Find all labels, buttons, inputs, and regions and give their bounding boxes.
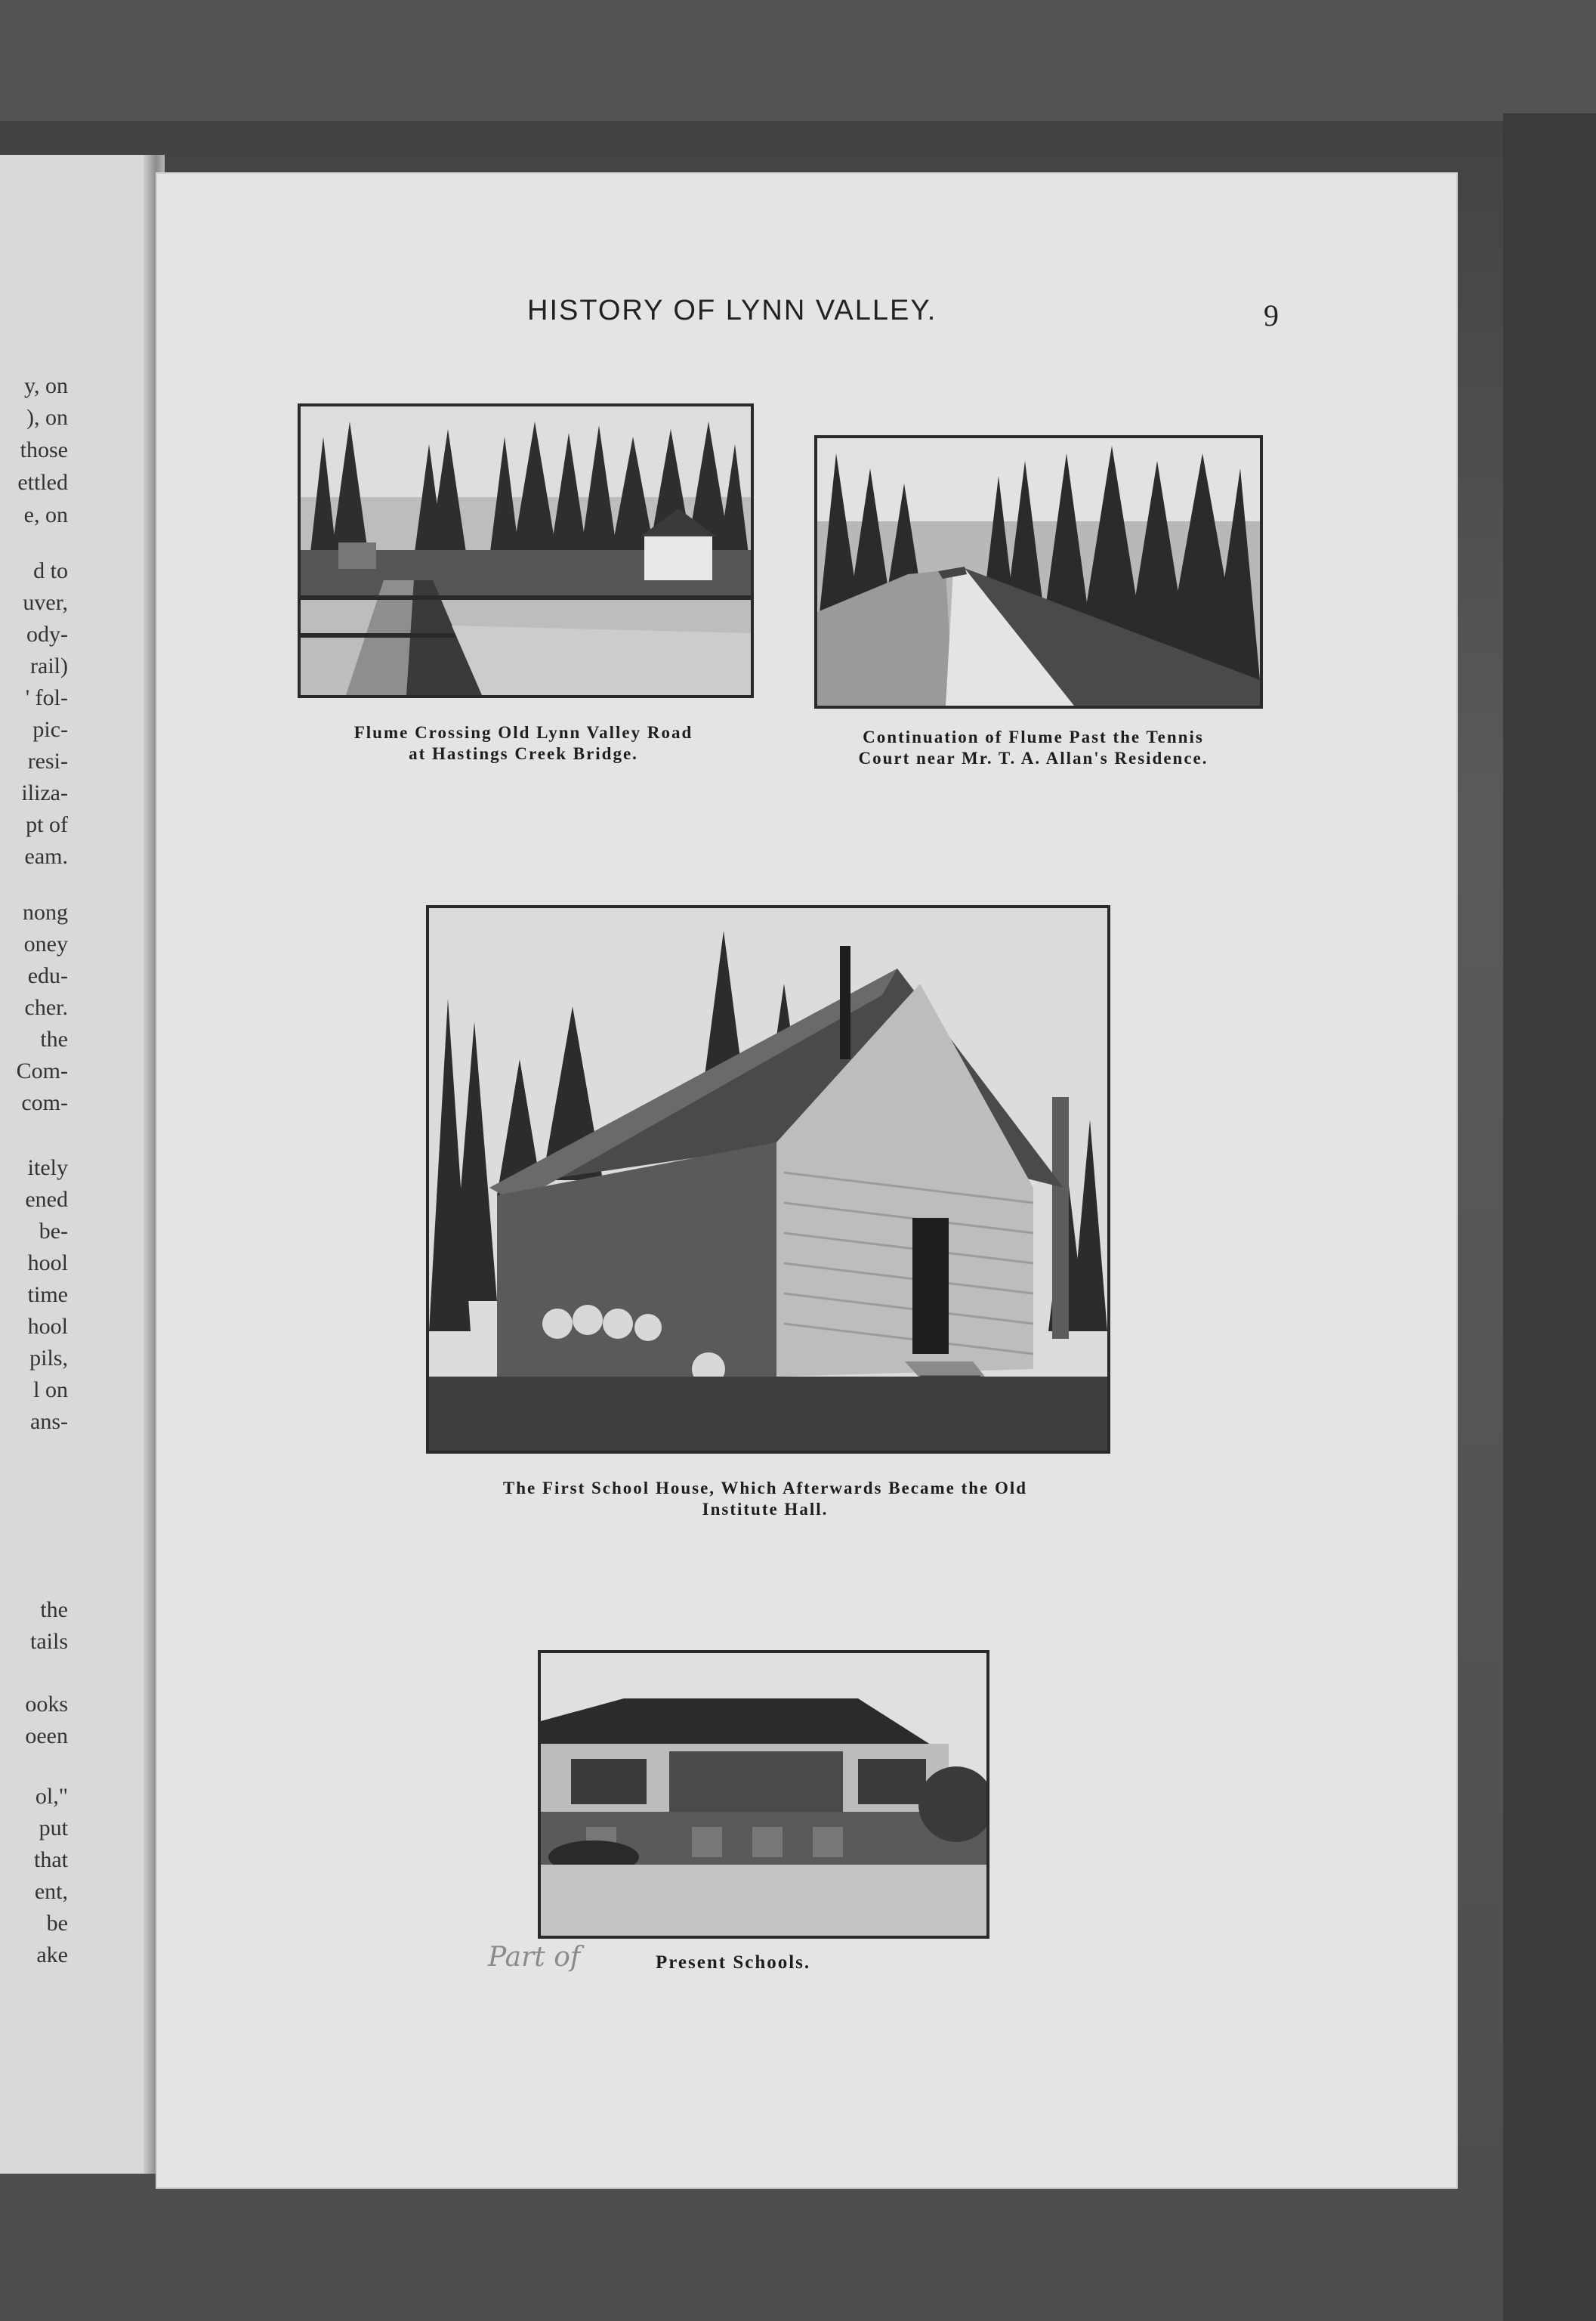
left-page-text-fragment: ened xyxy=(25,1187,68,1212)
photo-present-schools xyxy=(538,1650,989,1939)
left-page-text-fragment: resi- xyxy=(27,749,68,774)
left-page-text-fragment: ody- xyxy=(26,622,68,647)
film-strip-top xyxy=(0,0,1596,121)
left-page-text-fragment: be xyxy=(46,1911,68,1936)
left-page-text-fragment: d to xyxy=(33,558,68,583)
left-page-text-fragment: the xyxy=(40,1027,68,1052)
left-page-text-fragment: cher. xyxy=(24,995,68,1020)
photo-flume-tennis xyxy=(814,435,1263,709)
left-page-text-fragment: tails xyxy=(30,1629,68,1654)
left-page-text-fragment: ans- xyxy=(30,1409,68,1434)
left-page-text-fragment: uver, xyxy=(23,590,68,615)
book-page xyxy=(157,174,1456,2187)
photo-first-school-image xyxy=(429,908,1107,1451)
photo-present-schools-image xyxy=(541,1653,986,1936)
left-page-text-fragment: oeen xyxy=(25,1723,68,1748)
left-page-text-fragment: ake xyxy=(36,1942,68,1967)
left-page-text-fragment: ettled xyxy=(17,470,68,495)
caption-first-school-line2: Institute Hall. xyxy=(702,1500,829,1519)
left-page-text-fragment: those xyxy=(20,437,68,462)
left-page-text-fragment: the xyxy=(40,1597,68,1622)
left-page-text-fragment: oney xyxy=(23,932,68,957)
page-number: 9 xyxy=(1264,298,1279,332)
left-page-text-fragment: ol," xyxy=(35,1784,68,1809)
left-page-text-fragment: edu- xyxy=(27,963,68,988)
left-page-text-fragment: rail) xyxy=(30,654,68,678)
left-page-text-fragment: be- xyxy=(39,1219,68,1244)
left-page-text-fragment: ), on xyxy=(26,405,68,430)
left-page-text-fragment: that xyxy=(34,1847,68,1872)
left-page-text-fragment: ' fol- xyxy=(25,685,68,710)
left-page-text-fragment: pt of xyxy=(26,812,68,837)
left-page-text-fragment: time xyxy=(27,1282,68,1307)
photo-flume-bridge-image xyxy=(301,406,751,695)
left-page-text-fragment: nong xyxy=(23,900,68,925)
left-page-text-fragment: ooks xyxy=(25,1692,68,1717)
left-page-text-fragment: pils, xyxy=(29,1346,68,1371)
left-page-text-fragment: l on xyxy=(33,1377,68,1402)
left-page-text-fragment: hool xyxy=(27,1250,68,1275)
left-page-text-fragment: Com- xyxy=(16,1059,68,1083)
caption-flume-bridge-line2: at Hastings Creek Bridge. xyxy=(409,744,638,763)
left-page-text-fragment: com- xyxy=(21,1090,68,1115)
left-page-text-fragment: y, on xyxy=(23,373,68,398)
left-page-text-fragment: put xyxy=(39,1816,68,1840)
caption-present-schools: Present Schools. xyxy=(656,1952,811,1973)
left-page-text-fragment: iliza- xyxy=(21,780,68,805)
caption-flume-tennis xyxy=(776,727,1290,769)
photo-first-school xyxy=(426,905,1110,1454)
left-page-text-fragment: itely xyxy=(27,1155,68,1180)
left-page-text-fragment: e, on xyxy=(23,502,68,527)
caption-flume-tennis-line2: Court near Mr. T. A. Allan's Residence. xyxy=(858,749,1209,768)
left-facing-page xyxy=(0,155,151,2174)
left-page-text-fragment: eam. xyxy=(24,844,68,869)
left-page-text-fragment: pic- xyxy=(32,717,68,742)
caption-flume-bridge xyxy=(263,722,784,765)
caption-flume-bridge-line1: Flume Crossing Old Lynn Valley Road xyxy=(353,723,693,742)
caption-first-school-line1: The First School House, Which Afterwards Became the Old xyxy=(502,1479,1028,1497)
caption-first-school xyxy=(346,1478,1184,1520)
photo-flume-bridge xyxy=(298,403,754,698)
handwritten-note: Part of xyxy=(488,1942,581,1973)
left-page-text-fragment: ent, xyxy=(34,1879,68,1904)
caption-flume-tennis-line1: Continuation of Flume Past the Tennis xyxy=(863,728,1204,746)
photo-flume-tennis-image xyxy=(817,438,1260,706)
scan-right-edge xyxy=(1503,113,1596,2321)
left-page-text-fragment: hool xyxy=(27,1314,68,1339)
running-head: HISTORY OF LYNN VALLEY. xyxy=(527,295,937,326)
